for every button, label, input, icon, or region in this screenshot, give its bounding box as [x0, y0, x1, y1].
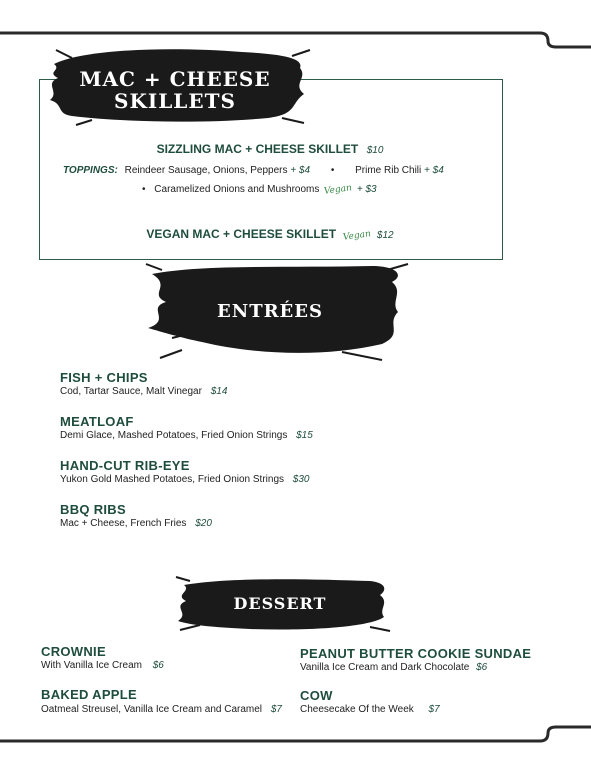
- mac-title: [70, 69, 280, 111]
- mac-title-line1: MAC + CHEESE: [79, 67, 271, 91]
- dessert-name: PEANUT BUTTER COOKIE SUNDAE: [300, 646, 532, 661]
- toppings-line1: [63, 165, 444, 176]
- entree-name: HAND-CUT RIB-EYE: [60, 458, 190, 473]
- dessert-desc-text: With Vanilla Ice Cream: [41, 660, 142, 671]
- vegan-skillet-name: VEGAN MAC + CHEESE SKILLET: [146, 227, 337, 241]
- entree-price: $20: [195, 518, 212, 529]
- dessert-price: $7: [428, 704, 440, 715]
- bullet: •: [142, 184, 146, 195]
- entree-desc: [60, 518, 212, 529]
- bullet: •: [330, 165, 335, 176]
- entree-name: MEATLOAF: [60, 414, 134, 429]
- dessert-desc-text: Oatmeal Streusel, Vanilla Ice Cream and Caramel: [41, 704, 263, 715]
- vegan-mark: Vegan: [323, 183, 353, 197]
- entree-desc-text: Cod, Tartar Sauce, Malt Vinegar: [60, 386, 202, 397]
- sizzling-skillet-name: SIZZLING MAC + CHEESE SKILLET: [156, 142, 359, 156]
- entree-price: $14: [210, 386, 228, 397]
- dessert-price: $6: [152, 660, 164, 671]
- vegan-mark: Vegan: [341, 229, 372, 243]
- dessert-name: BAKED APPLE: [41, 687, 137, 702]
- toppings-label: TOPPINGS:: [63, 165, 118, 176]
- vegan-skillet: [100, 225, 440, 243]
- sizzling-skillet-price: $10: [366, 145, 384, 156]
- topping-sausage: Reindeer Sausage, Onions, Peppers: [124, 165, 288, 176]
- dessert-desc-text: Vanilla Ice Cream and Dark Chocolate: [300, 662, 470, 673]
- entree-desc: [60, 430, 313, 441]
- entree-price: $15: [296, 430, 313, 441]
- entree-desc-text: Demi Glace, Mashed Potatoes, Fried Onion Strings: [60, 430, 288, 441]
- topping-chili-price: + $4: [424, 165, 444, 176]
- topping-onions-mushrooms-price: + $3: [356, 184, 377, 195]
- topping-sausage-price: + $4: [290, 165, 311, 176]
- vegan-skillet-price: $12: [376, 230, 394, 241]
- dessert-desc: [41, 704, 282, 715]
- entrees-title: ENTRÉES: [217, 301, 323, 322]
- entree-desc: [60, 386, 227, 397]
- entree-desc: [60, 474, 309, 485]
- dessert-name: COW: [300, 688, 333, 703]
- toppings-line2: [142, 184, 377, 195]
- mac-title-line2: SKILLETS: [114, 89, 236, 113]
- entree-desc-text: Yukon Gold Mashed Potatoes, Fried Onion Strings: [60, 474, 285, 485]
- dessert-title: DESSERT: [233, 594, 327, 613]
- topping-chili: Prime Rib Chili: [355, 165, 422, 176]
- dessert-desc: [41, 660, 164, 671]
- dessert-price: $7: [270, 704, 282, 715]
- entree-price: $30: [292, 474, 310, 485]
- sizzling-skillet: [100, 140, 440, 158]
- dessert-name: CROWNIE: [41, 644, 106, 659]
- entree-desc-text: Mac + Cheese, French Fries: [60, 518, 187, 529]
- dessert-desc-text: Cheesecake Of the Week: [300, 704, 414, 715]
- entree-name: BBQ RIBS: [60, 502, 126, 517]
- dessert-desc: [300, 662, 487, 673]
- topping-onions-mushrooms: Caramelized Onions and Mushrooms: [154, 184, 320, 195]
- entree-name: FISH + CHIPS: [60, 370, 148, 385]
- dessert-price: $6: [476, 662, 488, 673]
- dessert-desc: [300, 704, 440, 715]
